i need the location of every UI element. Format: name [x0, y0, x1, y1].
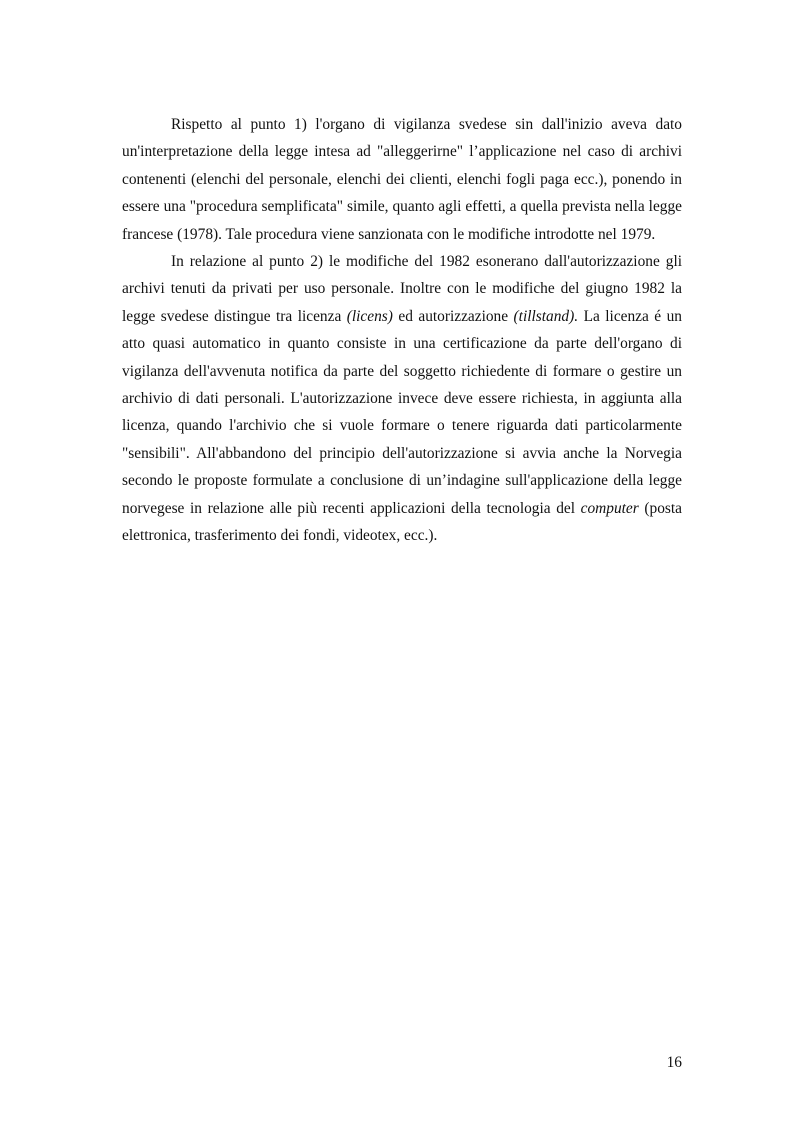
text-run: La licenza é un atto quasi automatico in quanto consiste in una certificazione da parte dell'organo di vigilanza dell'avvenuta notifica da parte del soggetto richiedente di formare o gestire un archivio di dati personali. L'autorizzazione invece deve essere richiesta, in aggiunta alla licenza, quando l'archivio che si vuole formare o tenere riguarda dati particolarmente "sensibili". All'abbandono del principio dell'autorizzazione si avvia anche la Norvegia secondo le proposte formulate a conclusione di un’indagine sull'applicazione della legge norvegese in relazione alle più recenti applicazioni della tecnologia del [122, 307, 682, 517]
text-run: Rispetto al punto 1) l'organo di vigilanza svedese sin dall'inizio aveva dato un'interpretazione della legge intesa ad "alleggerirne" l’applicazione nel caso di archivi contenenti (elenchi del personale, elenchi dei clienti, elenchi fogli paga ecc.), ponendo in essere una "procedura semplificata" simile, quanto agli effetti, a quella prevista nella legge francese (1978). Tale procedura viene sanzionata con le modifiche introdotte nel 1979. [122, 116, 682, 243]
text-run: ed autorizzazione [392, 307, 514, 325]
page-number: 16 [666, 1054, 682, 1071]
text-run: (posta elettronica, trasferimento dei fondi, videotex, ecc.). [122, 499, 682, 545]
body-text [122, 111, 682, 550]
italic-term-licens: (licens) [346, 307, 393, 325]
paragraph [122, 248, 682, 549]
text-run: In relazione al punto 2) le modifiche del 1982 esonerano dall'autorizzazione gli archivi tenuti da privati per uso personale. Inoltre con le modifiche del giugno 1982 la legge svedese distingue tra licenza [122, 253, 682, 325]
italic-term-tillstand: (tillstand). [513, 307, 579, 325]
paragraph [122, 111, 682, 248]
italic-term-computer: computer [580, 499, 639, 517]
